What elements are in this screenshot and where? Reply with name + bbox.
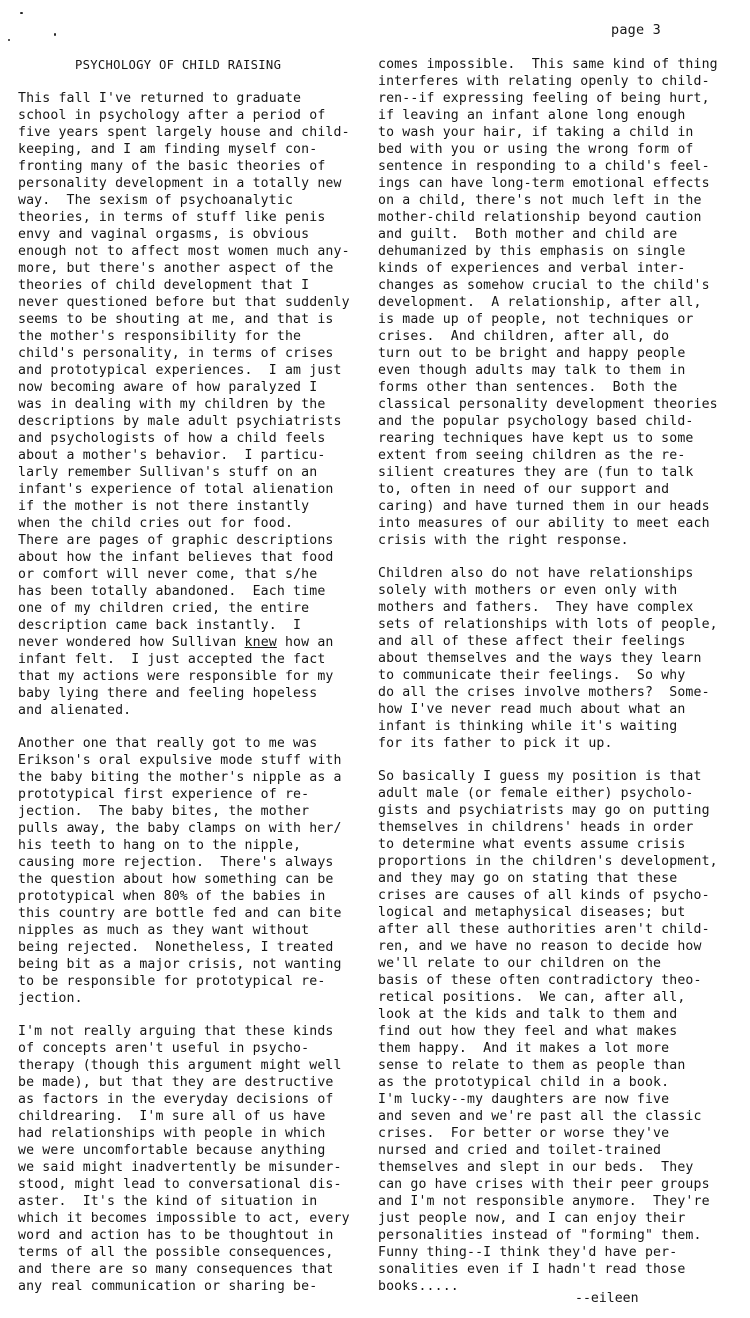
- text-line: nursed and cried and toilet-trained: [378, 1143, 662, 1158]
- text-line: ings can have long-term emotional effects: [378, 176, 710, 191]
- text-line: solely with mothers or even only with: [378, 583, 678, 598]
- text-line: being rejected. Nonetheless, I treated: [18, 940, 334, 955]
- text-line: school in psychology after a period of: [18, 108, 326, 123]
- text-line: comes impossible. This same kind of thing: [378, 57, 718, 72]
- text-line: them happy. And it makes a lot more: [378, 1041, 670, 1056]
- left-column: [18, 90, 360, 1295]
- text-line: crises are causes of all kinds of psycho-: [378, 888, 710, 903]
- text-line: themselves and slept in our beds. They: [378, 1160, 694, 1175]
- text-line: mothers and fathers. They have complex: [378, 600, 694, 615]
- text-line: one of my children cried, the entire: [18, 601, 310, 616]
- text-line: gists and psychiatrists may go on putting: [378, 803, 710, 818]
- text-line: There are pages of graphic descriptions: [18, 533, 334, 548]
- text-line: bed with you or using the wrong form of: [378, 142, 694, 157]
- text-line: and I'm not responsible anymore. They're: [378, 1194, 710, 1209]
- text-line: to, often in need of our support and: [378, 482, 670, 497]
- paragraph-gap: [378, 752, 730, 768]
- text-line: which it becomes impossible to act, every: [18, 1211, 350, 1226]
- text-line: sentence in responding to a child's feel-: [378, 159, 710, 174]
- text-line: for its father to pick it up.: [378, 736, 613, 751]
- text-line: Erikson's oral expulsive mode stuff with: [18, 753, 342, 768]
- text-line: This fall I've returned to graduate: [18, 91, 302, 106]
- text-line: crisis with the right response.: [378, 533, 629, 548]
- page-number: page 3: [611, 22, 661, 38]
- text-line: silient creatures they are (fun to talk: [378, 465, 694, 480]
- text-line: was in dealing with my children by the: [18, 397, 326, 412]
- text-line: baby lying there and feeling hopeless: [18, 686, 318, 701]
- text-line: theories of child development that I: [18, 278, 310, 293]
- text-line: childrearing. I'm sure all of us have: [18, 1109, 326, 1124]
- text-line: being bit as a major crisis, not wanting: [18, 957, 342, 972]
- text-line: now becoming aware of how paralyzed I: [18, 380, 318, 395]
- text-line: his teeth to hang on to the nipple,: [18, 838, 302, 853]
- text-line: description came back instantly. I: [18, 618, 302, 633]
- text-line: we were uncomfortable because anything: [18, 1143, 326, 1158]
- text-line: if leaving an infant alone long enough: [378, 108, 686, 123]
- text-line: the baby biting the mother's nipple as a: [18, 770, 342, 785]
- text-line: stood, might lead to conversational dis-: [18, 1177, 342, 1192]
- text-line: basis of these often contradictory theo-: [378, 973, 702, 988]
- text-line: extent from seeing children as the re-: [378, 448, 686, 463]
- text-line: as factors in the everyday decisions of: [18, 1092, 334, 1107]
- text-line: rearing techniques have kept us to some: [378, 431, 694, 446]
- text-line: crises. For better or worse they've: [378, 1126, 670, 1141]
- text-line: sense to relate to them as people than: [378, 1058, 686, 1073]
- text-line: to communicate their feelings. So why: [378, 668, 686, 683]
- text-line: keeping, and I am finding myself con-: [18, 142, 318, 157]
- text-line: and prototypical experiences. I am just: [18, 363, 342, 378]
- left-paragraph-2: [18, 735, 360, 1007]
- text-line: larly remember Sullivan's stuff on an: [18, 465, 318, 480]
- text-line: never questioned before but that suddenly: [18, 295, 350, 310]
- article-title: PSYCHOLOGY OF CHILD RAISING: [75, 58, 282, 72]
- right-paragraph-2: [378, 565, 730, 752]
- text-line: jection. The baby bites, the mother: [18, 804, 310, 819]
- text-line: nipples as much as they want without: [18, 923, 310, 938]
- stray-mark: [8, 39, 10, 41]
- text-line: child's personality, in terms of crises: [18, 346, 334, 361]
- text-line: find out how they feel and what makes: [378, 1024, 678, 1039]
- text-line: the mother's responsibility for the: [18, 329, 302, 344]
- text-line: infant felt. I just accepted the fact: [18, 652, 326, 667]
- text-line: development. A relationship, after all,: [378, 295, 702, 310]
- text-line: ren--if expressing feeling of being hurt,: [378, 91, 710, 106]
- text-line: infant's experience of total alienation: [18, 482, 334, 497]
- text-line: terms of all the possible consequences,: [18, 1245, 334, 1260]
- text-line: the question about how something can be: [18, 872, 334, 887]
- text-line: to wash your hair, if taking a child in: [378, 125, 694, 140]
- text-line: after all these authorities aren't child-: [378, 922, 710, 937]
- text-line: [18, 634, 360, 651]
- text-line: kinds of experiences and verbal inter-: [378, 261, 686, 276]
- text-line: causing more rejection. There's always: [18, 855, 334, 870]
- text-line: five years spent largely house and child-: [18, 125, 350, 140]
- right-column: [378, 56, 730, 1295]
- text-line: into measures of our ability to meet each: [378, 516, 710, 531]
- text-line: on a child, there's not much left in the: [378, 193, 702, 208]
- text-line: that my actions were responsible for my: [18, 669, 334, 684]
- text-line: retical positions. We can, after all,: [378, 990, 686, 1005]
- left-paragraph-3: [18, 1023, 360, 1295]
- text-line: aster. It's the kind of situation in: [18, 1194, 318, 1209]
- text-line: word and action has to be thoughtout in: [18, 1228, 334, 1243]
- text-line: and there are so many consequences that: [18, 1262, 334, 1277]
- text-line: and psychologists of how a child feels: [18, 431, 326, 446]
- text-line: look at the kids and talk to them and: [378, 1007, 678, 1022]
- text-line: can go have crises with their peer groups: [378, 1177, 710, 1192]
- text-line: pulls away, the baby clamps on with her/: [18, 821, 342, 836]
- text-line: as the prototypical child in a book.: [378, 1075, 670, 1090]
- text-line: adult male (or female either) psycholo-: [378, 786, 694, 801]
- text-line: to be responsible for prototypical re-: [18, 974, 326, 989]
- text-line: seems to be shouting at me, and that is: [18, 312, 334, 327]
- text-line: sonalities even if I hadn't read those: [378, 1262, 686, 1277]
- text-line: about how the infant believes that food: [18, 550, 334, 565]
- text-line: Another one that really got to me was: [18, 736, 318, 751]
- left-paragraph-1: [18, 90, 360, 719]
- text-line: has been totally abandoned. Each time: [18, 584, 326, 599]
- text-line: do all the crises involve mothers? Some-: [378, 685, 710, 700]
- text-line: we'll relate to our children on the: [378, 956, 662, 971]
- text-line: had relationships with people in which: [18, 1126, 326, 1141]
- text-line: or comfort will never come, that s/he: [18, 567, 318, 582]
- text-line: how I've never read much about what an: [378, 702, 686, 717]
- text-line: about a mother's behavior. I particu-: [18, 448, 326, 463]
- text-line: way. The sexism of psychoanalytic: [18, 193, 294, 208]
- text-line: enough not to affect most women much any-: [18, 244, 350, 259]
- text-line: themselves in childrens' heads in order: [378, 820, 694, 835]
- text-line: and the popular psychology based child-: [378, 414, 694, 429]
- text-line: dehumanized by this emphasis on single: [378, 244, 686, 259]
- text-line: prototypical first experience of re-: [18, 787, 310, 802]
- text-line: Children also do not have relationships: [378, 566, 694, 581]
- text-fragment: never wondered how Sullivan: [18, 635, 245, 650]
- stray-mark: [20, 12, 23, 14]
- text-line: interferes with relating openly to child-: [378, 74, 710, 89]
- text-line: mother-child relationship beyond caution: [378, 210, 702, 225]
- text-line: of concepts aren't useful in psycho-: [18, 1041, 310, 1056]
- text-line: Funny thing--I think they'd have per-: [378, 1245, 678, 1260]
- text-line: crises. And children, after all, do: [378, 329, 670, 344]
- text-line: personality development in a totally new: [18, 176, 342, 191]
- text-line: descriptions by male adult psychiatrists: [18, 414, 342, 429]
- text-line: caring) and have turned them in our heads: [378, 499, 710, 514]
- stray-mark: [54, 33, 56, 36]
- text-line: sets of relationships with lots of people,: [378, 617, 718, 632]
- text-line: prototypical when 80% of the babies in: [18, 889, 326, 904]
- text-line: envy and vaginal orgasms, is obvious: [18, 227, 310, 242]
- text-line: any real communication or sharing be-: [18, 1279, 318, 1294]
- text-line: I'm not really arguing that these kinds: [18, 1024, 334, 1039]
- paragraph-gap: [18, 1007, 360, 1023]
- text-line: jection.: [18, 991, 83, 1006]
- text-line: about themselves and the ways they learn: [378, 651, 702, 666]
- author-signature: --eileen: [575, 1291, 639, 1306]
- text-line: just people now, and I can enjoy their: [378, 1211, 686, 1226]
- underlined-word: knew: [244, 635, 277, 650]
- paragraph-gap: [378, 549, 730, 565]
- text-line: logical and metaphysical diseases; but: [378, 905, 686, 920]
- text-line: personalities instead of "forming" them.: [378, 1228, 702, 1243]
- text-line: is made up of people, not techniques or: [378, 312, 694, 327]
- text-line: and they may go on stating that these: [378, 871, 678, 886]
- text-line: turn out to be bright and happy people: [378, 346, 686, 361]
- paragraph-gap: [18, 719, 360, 735]
- text-line: more, but there's another aspect of the: [18, 261, 334, 276]
- text-line: I'm lucky--my daughters are now five: [378, 1092, 670, 1107]
- text-line: proportions in the children's development,: [378, 854, 718, 869]
- right-paragraph-1: [378, 56, 730, 549]
- text-line: theories, in terms of stuff like penis: [18, 210, 326, 225]
- text-line: changes as somehow crucial to the child's: [378, 278, 710, 293]
- text-fragment: how an: [276, 635, 334, 650]
- right-paragraph-3: [378, 768, 730, 1295]
- text-line: and all of these affect their feelings: [378, 634, 686, 649]
- text-line: infant is thinking while it's waiting: [378, 719, 678, 734]
- text-line: books.....: [378, 1279, 459, 1294]
- text-line: fronting many of the basic theories of: [18, 159, 326, 174]
- text-line: we said might inadvertently be misunder-: [18, 1160, 342, 1175]
- text-line: when the child cries out for food.: [18, 516, 294, 531]
- text-line: if the mother is not there instantly: [18, 499, 310, 514]
- text-line: therapy (though this argument might well: [18, 1058, 342, 1073]
- text-line: forms other than sentences. Both the: [378, 380, 678, 395]
- text-line: this country are bottle fed and can bite: [18, 906, 342, 921]
- text-line: and guilt. Both mother and child are: [378, 227, 678, 242]
- text-line: So basically I guess my position is that: [378, 769, 702, 784]
- text-line: to determine what events assume crisis: [378, 837, 686, 852]
- text-line: and alienated.: [18, 703, 132, 718]
- text-line: be made), but that they are destructive: [18, 1075, 334, 1090]
- text-line: ren, and we have no reason to decide how: [378, 939, 702, 954]
- text-line: classical personality development theories: [378, 397, 718, 412]
- text-line: even though adults may talk to them in: [378, 363, 686, 378]
- text-line: and seven and we're past all the classic: [378, 1109, 702, 1124]
